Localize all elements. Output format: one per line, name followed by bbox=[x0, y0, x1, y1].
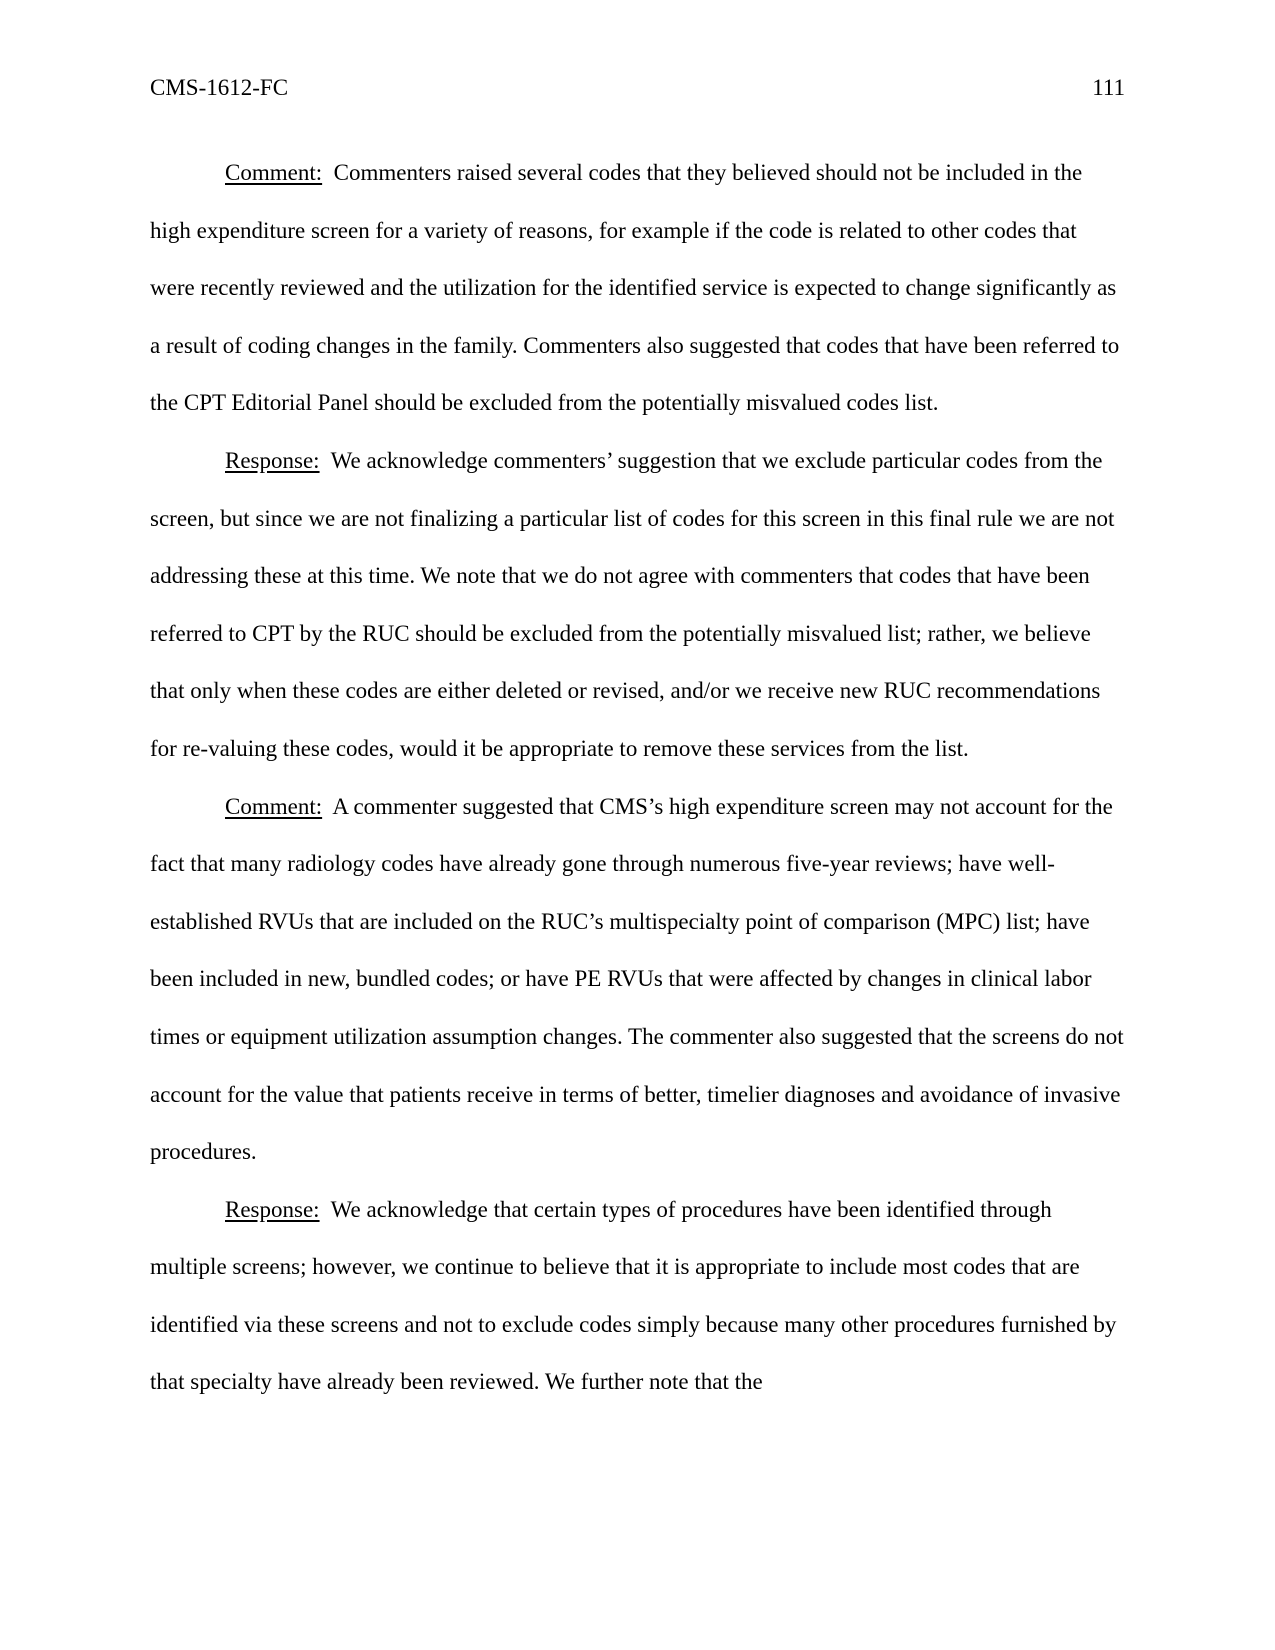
paragraph-text: A commenter suggested that CMS’s high expenditure screen may not account for the fact that many radiology codes have already gone through numerous five-year reviews; have well-established RVUs that are included on the RUC’s multispecialty point of comparison (MPC) list; have been included in new, bundled codes; or have PE RVUs that were affected by changes in clinical labor times or equipment utilization assumption changes. The commenter also suggested that the screens do not account for the value that patients receive in terms of better, timelier diagnoses and avoidance of invasive procedures. bbox=[150, 793, 1124, 1165]
response-paragraph bbox=[150, 1181, 1125, 1411]
paragraph-text: We acknowledge commenters’ suggestion that we exclude particular codes from the screen, but since we are not finalizing a particular list of codes for this screen in this final rule we are not addressing these at this time. We note that we do not agree with commenters that codes that have been referred to CPT by the RUC should be excluded from the potentially misvalued list; rather, we believe that only when these codes are either deleted or revised, and/or we receive new RUC recommendations for re-valuing these codes, would it be appropriate to remove these services from the list. bbox=[150, 447, 1115, 761]
document-id: CMS-1612-FC bbox=[150, 75, 289, 100]
paragraph-label: Response: bbox=[225, 1196, 320, 1222]
page-number: 111 bbox=[1092, 75, 1125, 100]
paragraph-label: Comment: bbox=[225, 793, 323, 819]
comment-paragraph bbox=[150, 778, 1125, 1181]
paragraph-label: Comment: bbox=[225, 160, 323, 185]
paragraph-text: Commenters raised several codes that they believed should not be included in the high expenditure screen for a variety of reasons, for example if the code is related to other codes that were recently reviewed and the utilization for the identified service is expected to change significantly as a result of coding changes in the family. Commenters also suggested that codes that have been referred to the CPT Editorial Panel should be excluded from the potentially misvalued codes list. bbox=[150, 160, 1120, 416]
comment-paragraph bbox=[150, 144, 1125, 432]
response-paragraph bbox=[150, 432, 1125, 778]
document-body bbox=[150, 144, 1125, 1411]
page-header bbox=[150, 72, 1125, 104]
paragraph-label: Response: bbox=[225, 447, 320, 473]
paragraph-text: We acknowledge that certain types of procedures have been identified through multiple screens; however, we continue to believe that it is appropriate to include most codes that are identified via these screens and not to exclude codes simply because many other procedures furnished by that specialty have already been reviewed. We further note that the bbox=[150, 1196, 1117, 1395]
